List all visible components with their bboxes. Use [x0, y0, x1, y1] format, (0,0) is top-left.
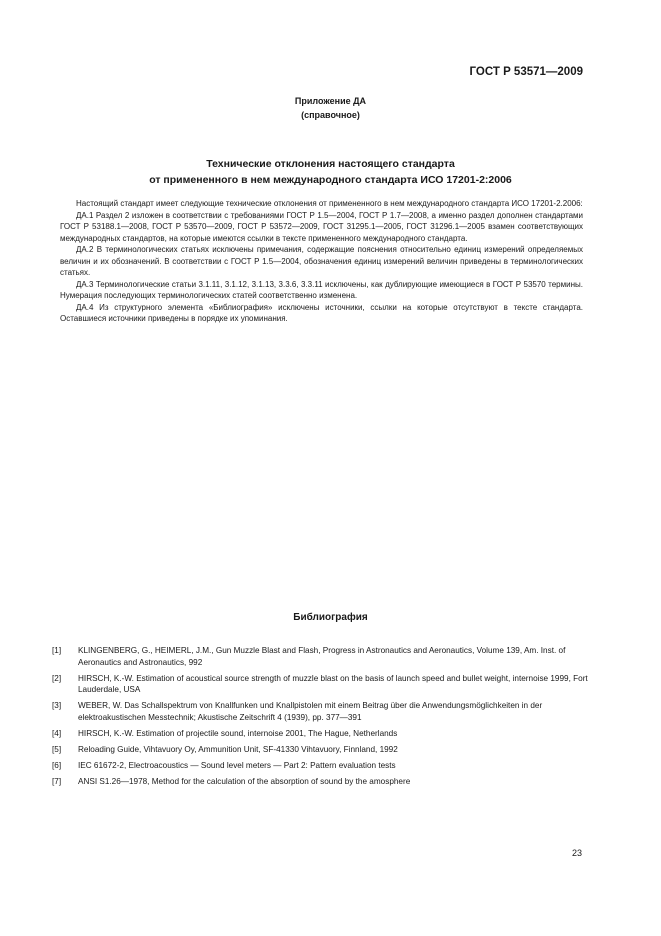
bibliography-entry [52, 673, 592, 696]
paragraph-da2: ДА.2 В терминологических статьях исключены примечания, содержащие пояснения относительно единиц измерений определяемых величин и их обозначений. В соответствии с ГОСТ Р 1.5—2004, обозначения единиц измерений величин приведены в терминологических статьях. [60, 245, 583, 277]
entry-text: WEBER, W. Das Schallspektrum von Knallfunken und Knallpistolen mit einem Beitrag über die Anwendungsmöglichkeiten in der elektroakustischen Messtechnik; Akustische Zeitschrift 4 (1939), pp. 377—391 [78, 701, 543, 722]
entry-text: Reloading Guide, Vihtavuory Oy, Ammunition Unit, SF-41330 Vihtavuory, Finnland, 1992 [78, 744, 398, 754]
paragraph-da4: ДА.4 Из структурного элемента «Библиография» исключены источники, ссылки на которые отсутствуют в тексте стандарта. Оставшиеся источники приведены в порядке их упоминания. [60, 302, 583, 323]
entry-number: [3] [52, 701, 62, 710]
appendix-label: Приложение ДА [294, 96, 367, 106]
appendix-heading [0, 94, 661, 122]
bibliography-entry [52, 744, 592, 756]
appendix-note: (справочное) [301, 110, 360, 120]
title-line-1: Технические отклонения настоящего стандарта [206, 158, 455, 170]
section-title [0, 156, 661, 188]
bibliography-entry [52, 776, 592, 788]
bibliography-entry [52, 760, 592, 772]
bibliography-entry [52, 700, 592, 723]
body-text [60, 198, 583, 325]
entry-number: [1] [52, 646, 62, 655]
entry-number: [6] [52, 760, 62, 770]
paragraph-da3: ДА.3 Терминологические статьи 3.1.11, 3.1.12, 3.1.13, 3.3.6, 3.3.11 исключены, как дублирующие имеющиеся в ГОСТ Р 53570 термины. Нумерация последующих терминологических статей соответственно изменена. [60, 279, 583, 300]
paragraph-da1: ДА.1 Раздел 2 изложен в соответствии с требованиями ГОСТ Р 1.5—2004, ГОСТ Р 1.7—2008, а именно раздел дополнен стандартами ГОСТ Р 53188.1—2008, ГОСТ Р 53570—2009, ГОСТ Р 53572—2009, ГОСТ 31295.1—2005, ГОСТ 31296.1—2005 взамен соответствующих международных стандартов, на которые имеются ссылки в тексте примененного международного стандарта. [60, 210, 583, 243]
entry-number: [5] [52, 744, 62, 754]
entry-text: KLINGENBERG, G., HEIMERL, J.M., Gun Muzzle Blast and Flash, Progress in Astronautics and Aeronautics, Volume 139, Am. Inst. of Aeronautics and Astronautics, 992 [78, 646, 566, 667]
bibliography-title: Библиография [293, 612, 368, 623]
entry-text: HIRSCH, K.-W. Estimation of projectile sound, internoise 2001, The Hague, Netherlands [78, 728, 398, 738]
document-code: ГОСТ Р 53571—2009 [469, 66, 583, 78]
entry-text: ANSI S1.26—1978, Method for the calculation of the absorption of sound by the amosphere [78, 776, 411, 786]
title-line-2: от примененного в нем международного стандарта ИСО 17201-2:2006 [149, 174, 512, 186]
entry-number: [4] [52, 728, 62, 738]
entry-text: HIRSCH, K.-W. Estimation of acoustical source strength of muzzle blast on the basis of launch speed and bullet weight, internoise 1999, Fort Lauderdale, USA [78, 673, 588, 694]
paragraph-intro: Настоящий стандарт имеет следующие технические отклонения от примененного в нем международного стандарта ИСО 17201-2.2006: [76, 199, 583, 208]
bibliography-list [52, 645, 592, 792]
bibliography-entry [52, 728, 592, 740]
entry-number: [2] [52, 673, 62, 683]
entry-text: IEC 61672-2, Electroacoustics — Sound level meters — Part 2: Pattern evaluation tests [78, 760, 396, 770]
bibliography-entry [52, 645, 592, 668]
entry-number: [7] [52, 776, 62, 786]
page-number: 23 [571, 848, 582, 858]
